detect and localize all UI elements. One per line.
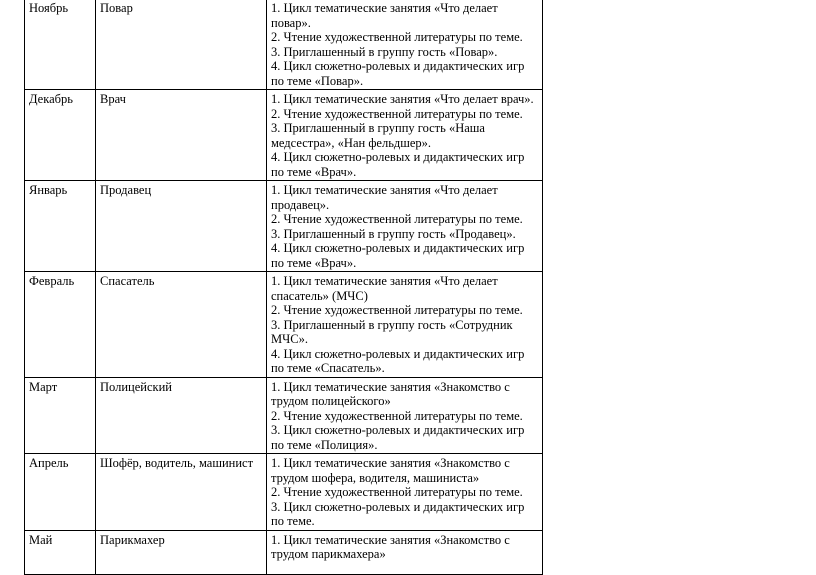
table-row	[25, 377, 543, 454]
month-cell: Апрель	[25, 454, 96, 531]
plan-item: 3. Цикл сюжетно-ролевых и дидактических игр по теме «Полиция».	[271, 423, 525, 452]
plan-item: 3. Цикл сюжетно-ролевых и дидактических игр по теме.	[271, 499, 525, 528]
plan-item: 2. Чтение художественной литературы по теме.	[271, 212, 523, 226]
profession-cell: Парикмахер	[96, 530, 267, 574]
profession-cell: Продавец	[96, 181, 267, 272]
plan-item: 4. Цикл сюжетно-ролевых и дидактических игр по теме «Врач».	[271, 150, 525, 179]
plan-item: 4. Цикл сюжетно-ролевых и дидактических игр по теме «Спасатель».	[271, 346, 525, 375]
plan-cell	[267, 454, 543, 531]
table-row	[25, 90, 543, 181]
month-cell: Май	[25, 530, 96, 574]
plan-item: 3. Приглашенный в группу гость «Наша медсестра», «Нан фельдшер».	[271, 121, 485, 150]
plan-cell	[267, 272, 543, 378]
profession-cell: Повар	[96, 0, 267, 90]
table-row	[25, 530, 543, 574]
table-row	[25, 272, 543, 378]
plan-item: 3. Приглашенный в группу гость «Продавец».	[271, 226, 516, 241]
plan-item: 1. Цикл тематические занятия «Что делает повар».	[271, 1, 498, 30]
plan-item: 4. Цикл сюжетно-ролевых и дидактических игр по теме «Повар».	[271, 59, 525, 88]
plan-item: 1. Цикл тематические занятия «Что делает спасатель» (МЧС)	[271, 274, 498, 303]
plan-item: 3. Приглашенный в группу гость «Повар».	[271, 44, 498, 59]
plan-item: 3. Приглашенный в группу гость «Сотрудник МЧС».	[271, 317, 513, 346]
plan-item: 2. Чтение художественной литературы по теме.	[271, 485, 523, 499]
month-cell: Февраль	[25, 272, 96, 378]
plan-item: 1. Цикл тематические занятия «Что делает продавец».	[271, 183, 498, 212]
month-cell: Март	[25, 377, 96, 454]
plan-cell	[267, 377, 543, 454]
plan-item: 1. Цикл тематические занятия «Знакомство с трудом шофера, водителя, машиниста»	[271, 456, 510, 485]
plan-cell	[267, 530, 543, 574]
plan-item: 1. Цикл тематические занятия «Что делает врач».	[271, 92, 534, 106]
plan-item: 2. Чтение художественной литературы по теме.	[271, 30, 523, 44]
plan-item: 2. Чтение художественной литературы по теме.	[271, 106, 523, 121]
table-row	[25, 181, 543, 272]
profession-cell: Врач	[96, 90, 267, 181]
plan-cell	[267, 0, 543, 90]
plan-item: 2. Чтение художественной литературы по теме.	[271, 303, 523, 317]
month-cell: Ноябрь	[25, 0, 96, 90]
table-row	[25, 0, 543, 90]
profession-cell: Спасатель	[96, 272, 267, 378]
table-row	[25, 454, 543, 531]
month-cell: Январь	[25, 181, 96, 272]
plan-cell	[267, 90, 543, 181]
month-cell: Декабрь	[25, 90, 96, 181]
schedule-table	[24, 0, 543, 575]
plan-item: 1. Цикл тематические занятия «Знакомство с трудом полицейского»	[271, 379, 510, 408]
plan-cell	[267, 181, 543, 272]
profession-cell: Шофёр, водитель, машинист	[96, 454, 267, 531]
plan-item: 2. Чтение художественной литературы по теме.	[271, 408, 523, 423]
profession-cell: Полицейский	[96, 377, 267, 454]
plan-item: 1. Цикл тематические занятия «Знакомство с трудом парикмахера»	[271, 532, 510, 561]
plan-item: 4. Цикл сюжетно-ролевых и дидактических игр по теме «Врач».	[271, 241, 525, 270]
